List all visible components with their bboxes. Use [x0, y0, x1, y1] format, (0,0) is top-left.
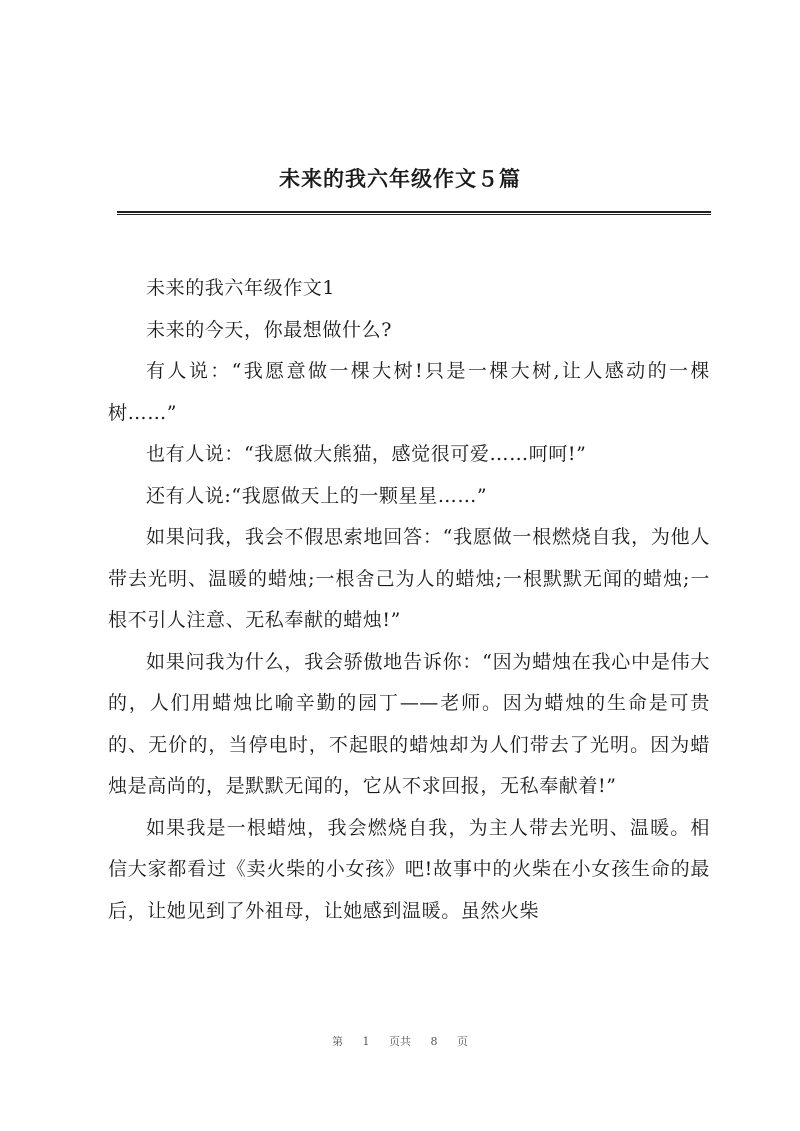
document-body [108, 268, 710, 932]
footer-current-page: 1 [362, 1035, 370, 1048]
paragraph: 还有人说:“我愿做天上的一颗星星……” [146, 484, 488, 507]
paragraph: 也有人说：“我愿做大熊猫，感觉很可爱……呵呵!” [146, 443, 587, 465]
paragraph: 未来的我六年级作文1 [146, 277, 336, 299]
footer-total-pages: 8 [430, 1035, 438, 1048]
page-footer [0, 1033, 800, 1049]
paragraph: 如果问我为什么，我会骄傲地告诉你：“因为蜡烛在我心中是伟大的，人们用蜡烛比喻辛勤的园丁——老师。因为蜡烛的生命是可贵的、无价的，当停电时，不起眼的蜡烛却为人们带去了光明。因为蜡烛是高尚的，是默默无闻的，它从不求回报，无私奉献着!” [108, 650, 710, 797]
paragraph: 未来的今天，你最想做什么? [146, 318, 392, 341]
footer-label-page-of: 页共 [389, 1035, 411, 1048]
footer-label-page: 第 [332, 1035, 343, 1048]
footer-label-pages: 页 [457, 1035, 468, 1048]
paragraph: 如果问我，我会不假思索地回答：“我愿做一根燃烧自我，为他人带去光明、温暖的蜡烛;一根舍己为人的蜡烛;一根默默无闻的蜡烛;一根不引人注意、无私奉献的蜡烛!” [108, 526, 710, 631]
paragraph: 有人说：“我愿意做一棵大树!只是一棵大树,让人感动的一棵树……” [108, 360, 710, 424]
paragraph: 如果我是一根蜡烛，我会燃烧自我，为主人带去光明、温暖。相信大家都看过《卖火柴的小女孩》吧!故事中的火柴在小女孩生命的最后，让她见到了外祖母，让她感到温暖。虽然火柴 [108, 816, 710, 922]
title-divider [117, 211, 711, 215]
document-title: 未来的我六年级作文５篇 [279, 167, 521, 191]
